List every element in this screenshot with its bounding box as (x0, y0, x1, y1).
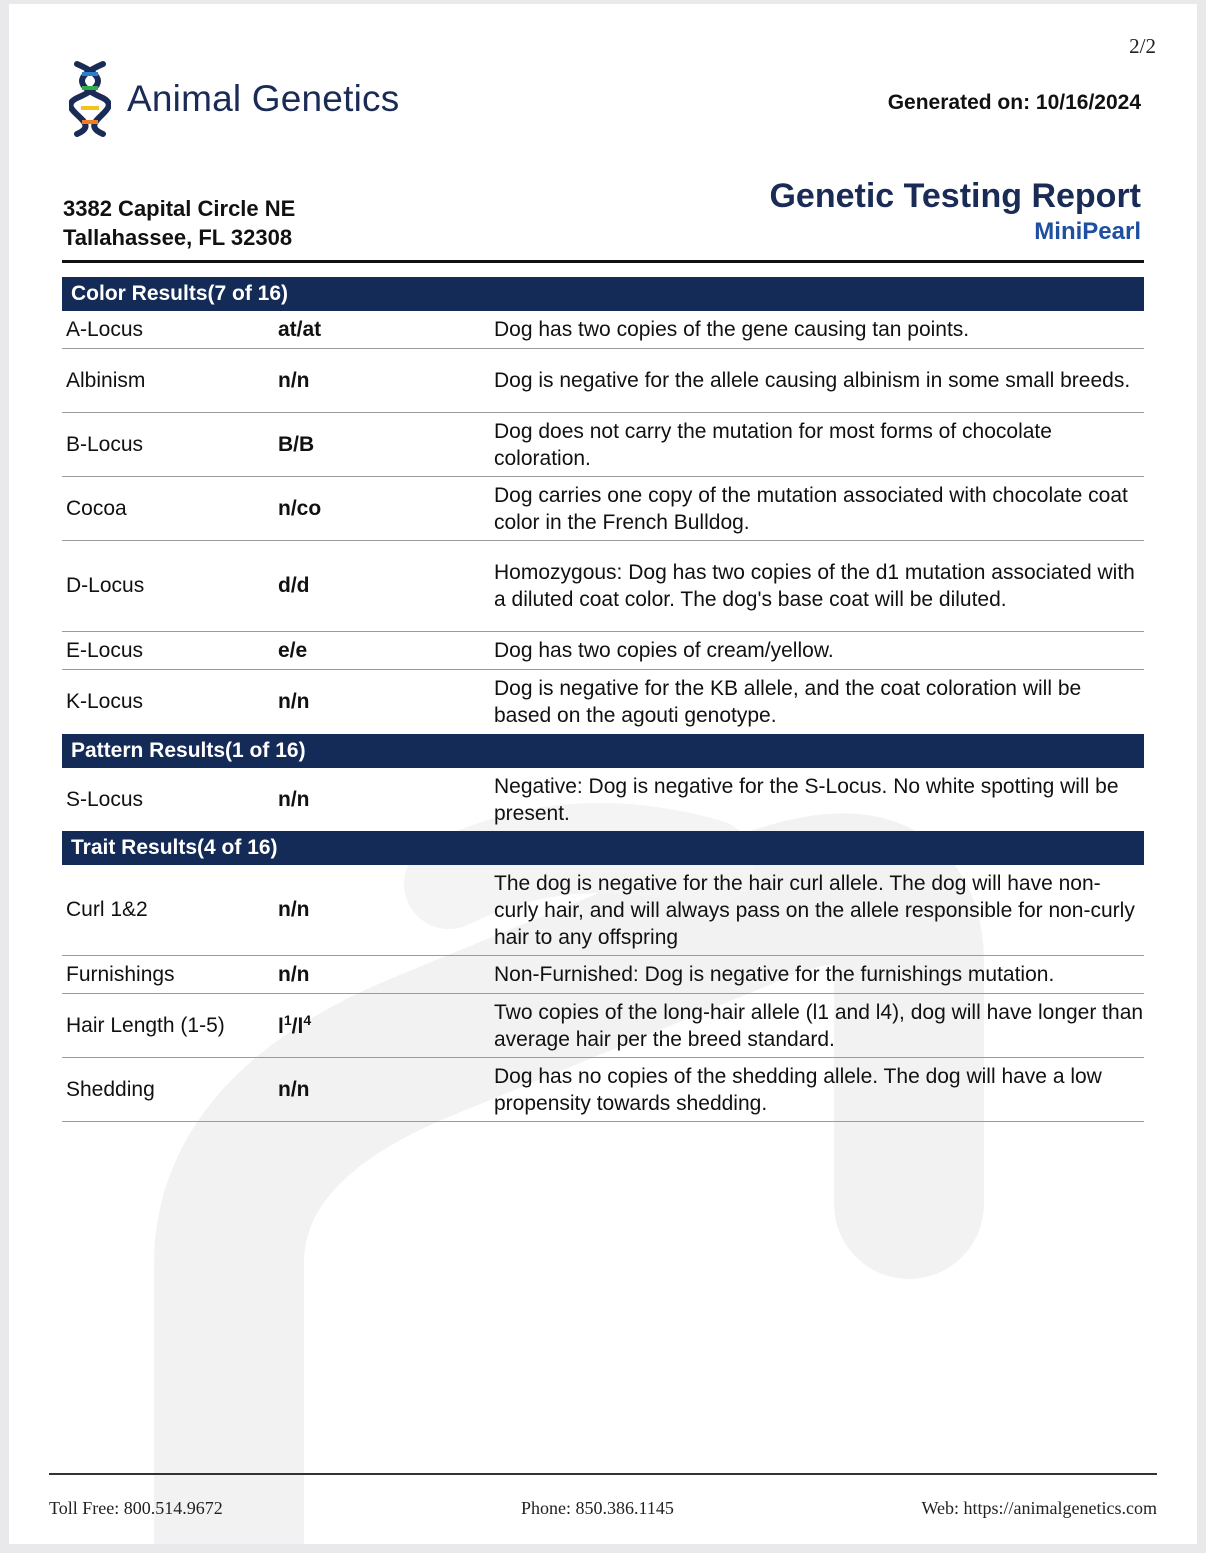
table-row (62, 311, 1144, 349)
genotype: n/n (278, 787, 310, 811)
result-description: Dog has two copies of cream/yellow. (494, 639, 834, 662)
result-description: Dog does not carry the mutation for most forms of chocolate coloration. (494, 419, 1052, 470)
genotype: n/n (278, 962, 310, 986)
table-row (62, 632, 1144, 670)
footer-web: Web: https://animalgenetics.com (921, 1498, 1157, 1518)
genotype-base-1: l (278, 1015, 284, 1038)
locus-name: Curl 1&2 (66, 898, 148, 921)
table-row (62, 865, 1144, 956)
dna-helix-icon (69, 60, 111, 138)
locus-name: E-Locus (66, 638, 144, 662)
address-line-1: 3382 Capital Circle NE (63, 196, 296, 221)
genotype: n/n (278, 368, 310, 392)
result-description: Negative: Dog is negative for the S-Locus. No white spotting will be present. (494, 774, 1119, 825)
locus-name: Hair Length (1-5) (66, 1013, 225, 1037)
header-divider (62, 260, 1144, 263)
table-row (62, 349, 1144, 413)
address-line-2: Tallahassee, FL 32308 (63, 225, 293, 250)
report-page (9, 4, 1197, 1544)
locus-name: Albinism (66, 368, 146, 392)
brand-logo (69, 60, 399, 138)
result-description: Homozygous: Dog has two copies of the d1 mutation associated with a diluted coat color. The dog's base coat will be diluted. (494, 561, 1135, 611)
genotype: n/co (278, 496, 322, 520)
genotype-separator: / (291, 1015, 298, 1038)
genotype (278, 1012, 494, 1039)
lab-address (63, 194, 295, 252)
table-row (62, 1058, 1144, 1122)
locus-name: S-Locus (66, 787, 144, 811)
locus-name: B-Locus (66, 432, 144, 456)
genotype-sup-2: 4 (303, 1012, 312, 1028)
genotype: n/n (278, 690, 310, 713)
results-table (62, 277, 1144, 1122)
result-description: Two copies of the long-hair allele (l1 and l4), dog will have longer than average hair per the breed standard. (494, 1000, 1144, 1051)
locus-name: Cocoa (66, 496, 127, 520)
result-description: Non-Furnished: Dog is negative for the furnishings mutation. (494, 963, 1055, 986)
locus-name: A-Locus (66, 317, 144, 341)
report-title-block (769, 176, 1141, 248)
locus-name: Furnishings (66, 962, 175, 986)
genotype-sup-1: 1 (283, 1012, 292, 1028)
result-description: Dog carries one copy of the mutation associated with chocolate coat color in the French Bulldog. (494, 483, 1128, 534)
table-row (62, 413, 1144, 477)
result-description: Dog is negative for the KB allele, and the coat coloration will be based on the agouti genotype. (494, 677, 1082, 727)
genotype: at/at (278, 317, 322, 341)
section-header-trait: Trait Results(4 of 16) (62, 831, 1144, 865)
section-header-pattern: Pattern Results(1 of 16) (62, 734, 1144, 768)
report-title: Genetic Testing Report (769, 177, 1141, 215)
brand-name: Animal Genetics (127, 78, 400, 119)
table-row (62, 994, 1144, 1058)
section-header-color: Color Results(7 of 16) (62, 277, 1144, 311)
footer-phone: Phone: 850.386.1145 (521, 1498, 674, 1518)
genotype: n/n (278, 1077, 310, 1101)
report-subject: MiniPearl (1034, 218, 1141, 245)
genotype-base-2: l (297, 1015, 304, 1038)
result-description: Dog is negative for the allele causing albinism in some small breeds. (494, 369, 1131, 392)
locus-name: K-Locus (66, 690, 144, 713)
generated-date: Generated on: 10/16/2024 (887, 91, 1141, 114)
footer-divider (49, 1473, 1157, 1475)
table-row (62, 768, 1144, 831)
genotype: e/e (278, 638, 308, 662)
table-row (62, 477, 1144, 541)
footer-toll-free: Toll Free: 800.514.9672 (49, 1498, 223, 1518)
result-description: Dog has no copies of the shedding allele. The dog will have a low propensity towards shedding. (494, 1064, 1102, 1115)
locus-name: D-Locus (66, 574, 145, 597)
genotype: B/B (278, 432, 315, 456)
table-row (62, 956, 1144, 994)
table-row (62, 541, 1144, 632)
page-number: 2/2 (1129, 34, 1156, 58)
result-description: Dog has two copies of the gene causing tan points. (494, 318, 970, 341)
table-row (62, 670, 1144, 734)
locus-name: Shedding (66, 1077, 155, 1101)
result-description: The dog is negative for the hair curl allele. The dog will have non-curly hair, and will always pass on the allele responsible for non-curly hair to any offspring (494, 871, 1135, 949)
genotype: n/n (278, 898, 310, 921)
genotype: d/d (278, 574, 310, 597)
